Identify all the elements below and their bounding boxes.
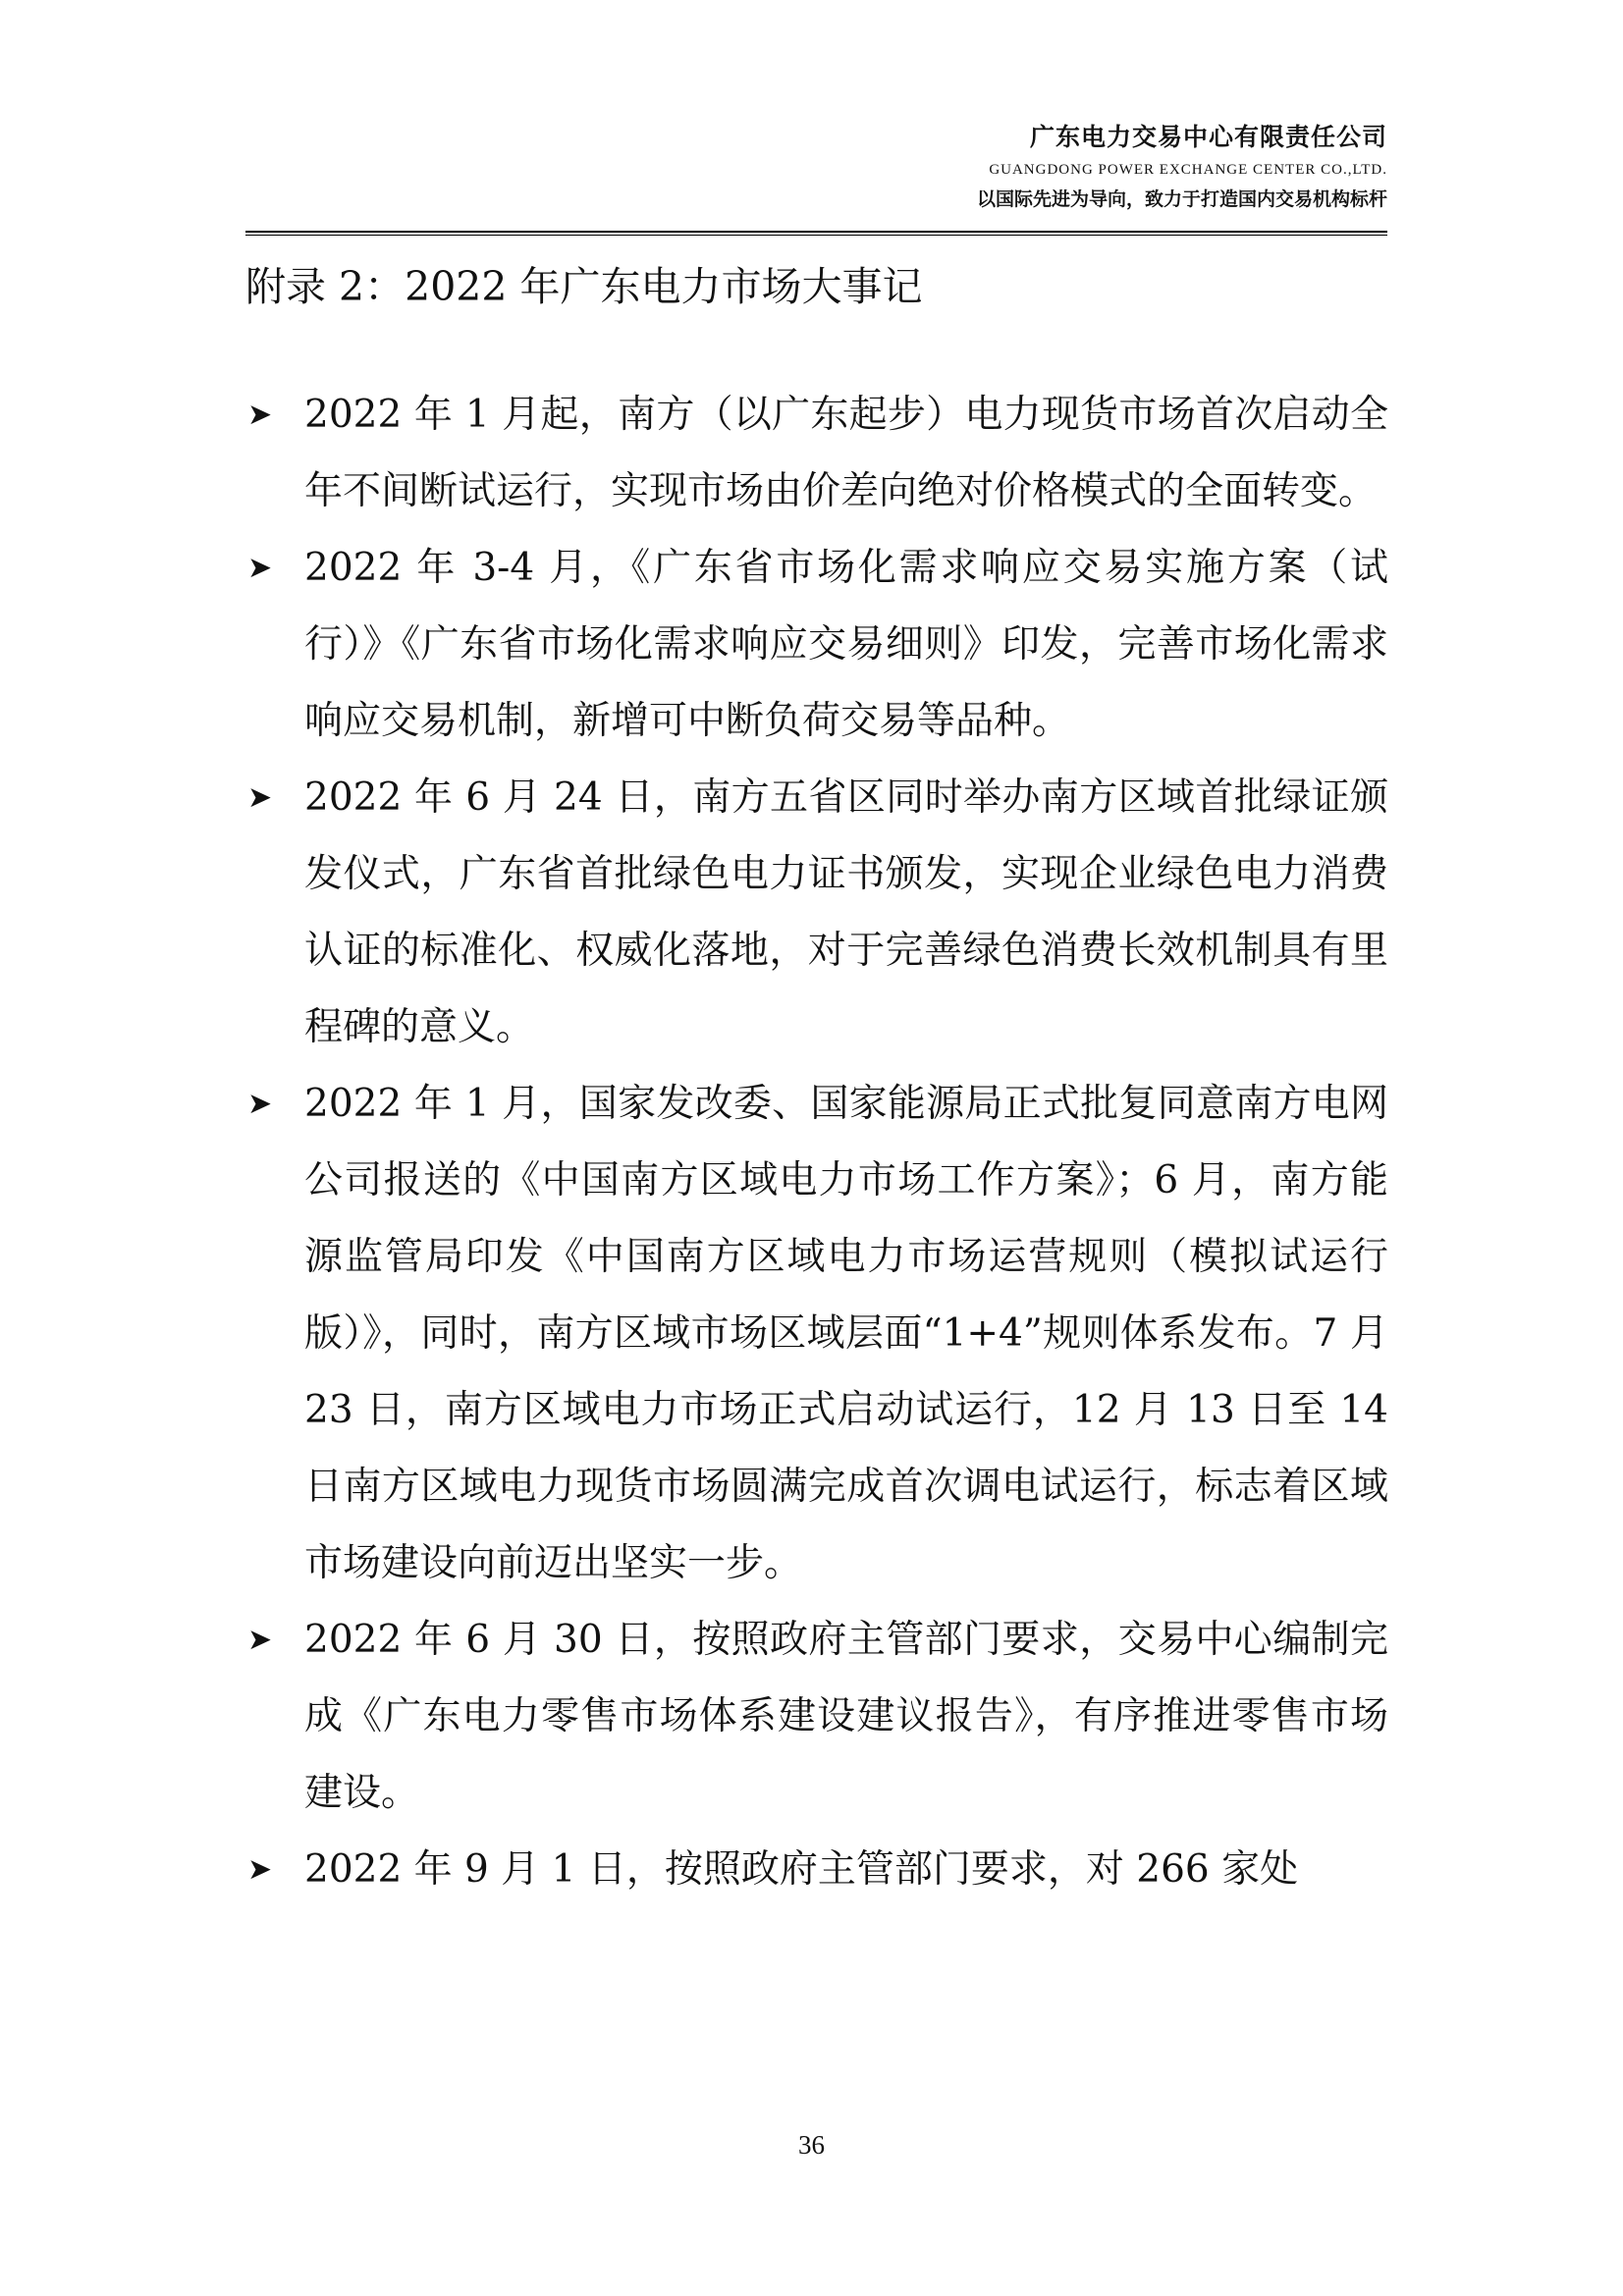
list-item [245, 1832, 1388, 1908]
header-divider [245, 231, 1387, 236]
company-slogan: 以国际先进为导向，致力于打造国内交易机构标杆 [976, 188, 1387, 210]
list-item [245, 1066, 1388, 1602]
company-name-cn: 广东电力交易中心有限责任公司 [1029, 123, 1387, 151]
page-number: 36 [798, 2130, 825, 2160]
arrowhead-bullet-icon: ➤ [247, 398, 273, 432]
list-item [245, 1602, 1388, 1832]
list-item-text: 2022 年 9 月 1 日，按照政府主管部门要求，对 266 家处 [304, 1847, 1299, 1892]
list-item-text: 2022 年 6 月 30 日，按照政府主管部门要求，交易中心编制完成《广东电力零售市场体系建设建议报告》，有序推进零售市场建设。 [304, 1618, 1388, 1815]
arrowhead-bullet-icon: ➤ [247, 1087, 273, 1121]
arrowhead-bullet-icon: ➤ [247, 1852, 273, 1887]
arrowhead-bullet-icon: ➤ [247, 780, 273, 815]
list-item [245, 530, 1388, 760]
page-title: 附录 2：2022 年广东电力市场大事记 [245, 263, 923, 310]
arrowhead-bullet-icon: ➤ [247, 551, 273, 585]
list-item-text: 2022 年 1 月起，南方（以广东起步）电力现货市场首次启动全年不间断试运行，实现市场由价差向绝对价格模式的全面转变。 [304, 393, 1388, 513]
page-header [977, 120, 1387, 214]
list-item [245, 377, 1388, 530]
list-item [245, 760, 1388, 1066]
arrowhead-bullet-icon: ➤ [247, 1623, 273, 1657]
list-item-text: 2022 年 3-4 月，《广东省市场化需求响应交易实施方案（试行）》《广东省市场化需求响应交易细则》印发，完善市场化需求响应交易机制，新增可中断负荷交易等品种。 [304, 546, 1388, 743]
event-list [245, 377, 1388, 1908]
company-name-en: GUANGDONG POWER EXCHANGE CENTER CO.,LTD. [989, 162, 1387, 178]
list-item-text: 2022 年 6 月 24 日，南方五省区同时举办南方区域首批绿证颁发仪式，广东省首批绿色电力证书颁发，实现企业绿色电力消费认证的标准化、权威化落地，对于完善绿色消费长效机制具有里程碑的意义。 [304, 775, 1388, 1049]
list-item-text: 2022 年 1 月，国家发改委、国家能源局正式批复同意南方电网公司报送的《中国南方区域电力市场工作方案》；6 月，南方能源监管局印发《中国南方区域电力市场运营规则（模拟试运行版）》，同时，南方区域市场区域层面“1+4”规则体系发布。7 月 23 日，南方区域电力市场正式启动试运行，12 月 13 日至 14 日南方区域电力现货市场圆满完成首次调电试运行，标志着区域市场建设向前迈出坚实一步。 [304, 1082, 1388, 1585]
